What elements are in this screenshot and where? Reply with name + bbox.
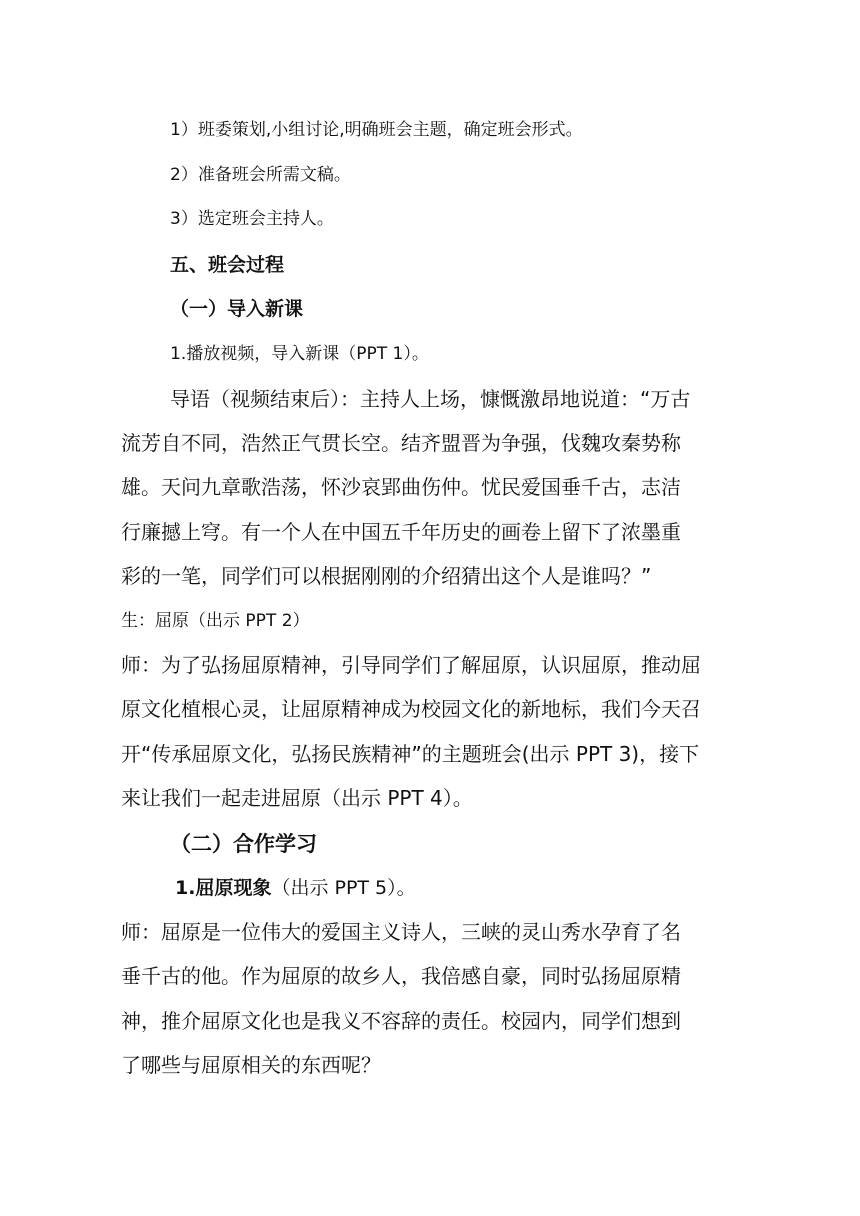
- section-heading-process: 五、班会过程: [170, 254, 285, 276]
- teacher-paragraph-line: 原文化植根心灵，让屈原精神成为校园文化的新地标，我们今天召: [121, 697, 701, 721]
- teacher-paragraph-2-line: 神，推介屈原文化也是我义不容辞的责任。校园内，同学们想到: [121, 1009, 681, 1033]
- sub-item-qu-yuan-phenomenon: [175, 876, 416, 900]
- intro-paragraph-line: 雄。天问九章歌浩荡，怀沙哀郢曲伤仲。忧民爱国垂千古，志洁: [121, 475, 681, 499]
- step-play-video: 1.播放视频，导入新课（PPT 1）。: [170, 344, 429, 364]
- prep-item-2: 2）准备班会所需文稿。: [170, 165, 351, 185]
- intro-paragraph-line: 流芳自不同，浩然正气贯长空。结齐盟晋为争强，伐魏攻秦势称: [121, 431, 681, 455]
- intro-paragraph-line: 导语（视频结束后）：主持人上场，慷慨激昂地说道：“万古: [170, 387, 691, 411]
- prep-item-3: 3）选定班会主持人。: [170, 209, 334, 229]
- sub-item-title: 1.屈原现象: [175, 877, 272, 899]
- student-answer: 生：屈原（出示 PPT 2）: [121, 611, 310, 631]
- prep-item-1: 1）班委策划,小组讨论,明确班会主题，确定班会形式。: [170, 120, 583, 140]
- teacher-paragraph-line: 来让我们一起走进屈原（出示 PPT 4）。: [121, 786, 473, 810]
- teacher-paragraph-2-line: 了哪些与屈原相关的东西呢？: [121, 1053, 381, 1077]
- subsection-heading-cooperative-learning: （二）合作学习: [170, 832, 317, 856]
- teacher-paragraph-2-line: 师：屈原是一位伟大的爱国主义诗人，三峡的灵山秀水孕育了名: [121, 920, 681, 944]
- teacher-paragraph-2-line: 垂千古的他。作为屈原的故乡人，我倍感自豪，同时弘扬屈原精: [121, 964, 681, 988]
- teacher-paragraph-line: 师：为了弘扬屈原精神，引导同学们了解屈原，认识屈原，推动屈: [121, 653, 701, 677]
- teacher-paragraph-line: 开“传承屈原文化，弘扬民族精神”的主题班会(出示 PPT 3)，接下: [121, 742, 700, 766]
- intro-paragraph-line: 行廉撼上穹。有一个人在中国五千年历史的画卷上留下了浓墨重: [121, 520, 681, 544]
- subsection-heading-intro: （一）导入新课: [170, 298, 304, 320]
- intro-paragraph-line: 彩的一笔，同学们可以根据刚刚的介绍猜出这个人是谁吗？”: [121, 564, 652, 588]
- sub-item-rest: （出示 PPT 5）。: [271, 877, 416, 899]
